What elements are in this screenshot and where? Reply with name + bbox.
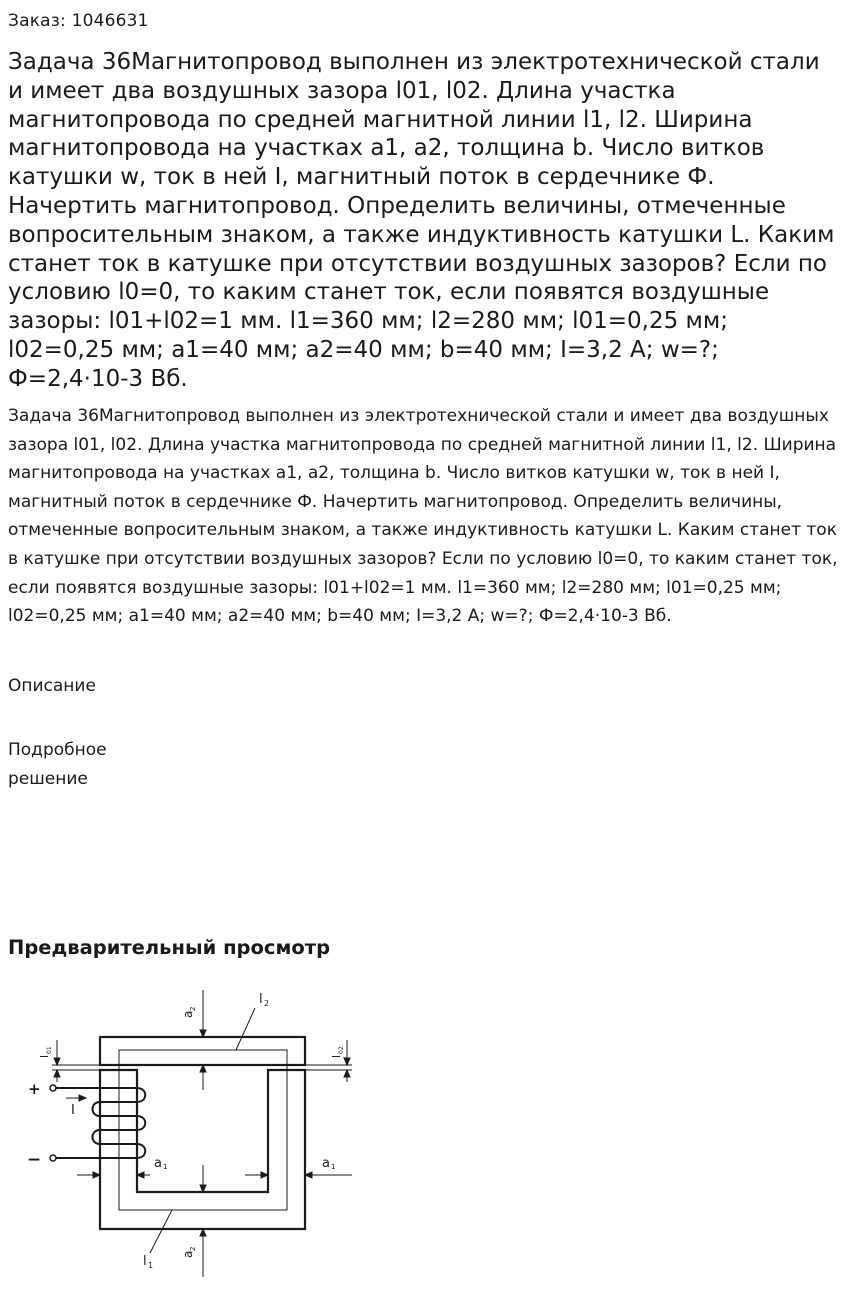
task-title: Задача 36Магнитопровод выполнен из электротехнической стали и имеет два воздушных зазора l01, l02. Длина участка магнитопровода по средней магнитной линии l1, l2. Ширина магнитопровода на участках a1, a2, толщина b. Число витков катушки w, ток в ней I, магнитный поток в сердечнике Ф. Начертить магнитопровод. Определить величины, отмеченные вопросительным знаком, а также индуктивность катушки L. Каким станет ток в катушке при отсутствии воздушных зазоров? Если по условию l0=0, то каким станет ток, если появятся воздушные зазоры: l01+l02=1 мм. l1=360 мм; l2=280 мм; l01=0,25 мм; l02=0,25 мм; a1=40 мм; a2=40 мм; b=40 мм; I=3,2 А; w=?; Ф=2,4·10-3 Вб. xyxy=(8,49,835,392)
detailed-solution-label: Подробное решение xyxy=(8,740,107,789)
l2-leader xyxy=(236,1008,255,1050)
task-description: Задача 36Магнитопровод выполнен из электротехнической стали и имеет два воздушных зазора l01, l02. Длина участка магнитопровода по средней магнитной линии l1, l2. Ширина магнитопровода на участках a1, a2, толщина b. Число витков катушки w, ток в ней I, магнитный поток в сердечнике Ф. Начертить магнитопровод. Определить величины, отмеченные вопросительным знаком, а также индуктивность катушки L. Каким станет ток в катушке при отсутствии воздушных зазоров? Если по условию l0=0, то каким станет ток, если появятся воздушные зазоры: l01+l02=1 мм. l1=360 мм; l2=280 мм; l01=0,25 мм; l02=0,25 мм; a1=40 мм; a2=40 мм; b=40 мм; I=3,2 А; w=?; Ф=2,4·10-3 Вб. xyxy=(8,406,838,627)
current-label: I xyxy=(71,1103,75,1118)
top-yoke xyxy=(100,1037,305,1065)
a2-top-label: a xyxy=(181,1010,195,1018)
leader-lines xyxy=(150,1008,255,1253)
plus-label: + xyxy=(28,1080,41,1098)
a2-bottom-label-group xyxy=(181,1247,197,1258)
a1-inner-label: a xyxy=(154,1156,162,1171)
a1-outer-label: a xyxy=(322,1156,330,1171)
current-arrow xyxy=(66,1095,86,1101)
terminals xyxy=(50,1085,56,1161)
minus-terminal xyxy=(50,1155,56,1161)
a2-top-label-group xyxy=(181,1007,197,1018)
l2-label: l xyxy=(259,992,263,1007)
a2-top-subscript: 2 xyxy=(189,1006,197,1011)
description-label: Описание xyxy=(8,676,96,696)
a2-bottom-subscript: 2 xyxy=(189,1246,197,1251)
minus-label: − xyxy=(27,1150,42,1170)
l1-leader xyxy=(150,1210,172,1253)
l1-label: l xyxy=(143,1254,147,1269)
l1-subscript: 1 xyxy=(148,1261,154,1270)
l02-label-group xyxy=(330,1046,345,1058)
order-number: Заказ: 1046631 xyxy=(8,11,149,31)
a1-outer-subscript: 1 xyxy=(331,1163,336,1171)
a1-inner-subscript: 1 xyxy=(163,1163,168,1171)
a1-dimension xyxy=(77,1172,352,1178)
magnetic-circuit-diagram xyxy=(20,985,365,1280)
a2-bottom-label: a xyxy=(181,1250,195,1258)
l01-label: l xyxy=(38,1054,51,1058)
l01-subscript: 01 xyxy=(46,1046,53,1054)
plus-terminal xyxy=(50,1085,56,1091)
l01-label-group xyxy=(38,1046,53,1058)
preview-heading: Предварительный просмотр xyxy=(8,936,331,959)
l02-subscript: 02 xyxy=(338,1046,345,1054)
a2-dimension xyxy=(200,990,206,1277)
l2-subscript: 2 xyxy=(264,999,270,1008)
u-core xyxy=(100,1070,305,1229)
gap-dimensions xyxy=(52,1040,352,1082)
l02-label: l xyxy=(330,1054,343,1058)
